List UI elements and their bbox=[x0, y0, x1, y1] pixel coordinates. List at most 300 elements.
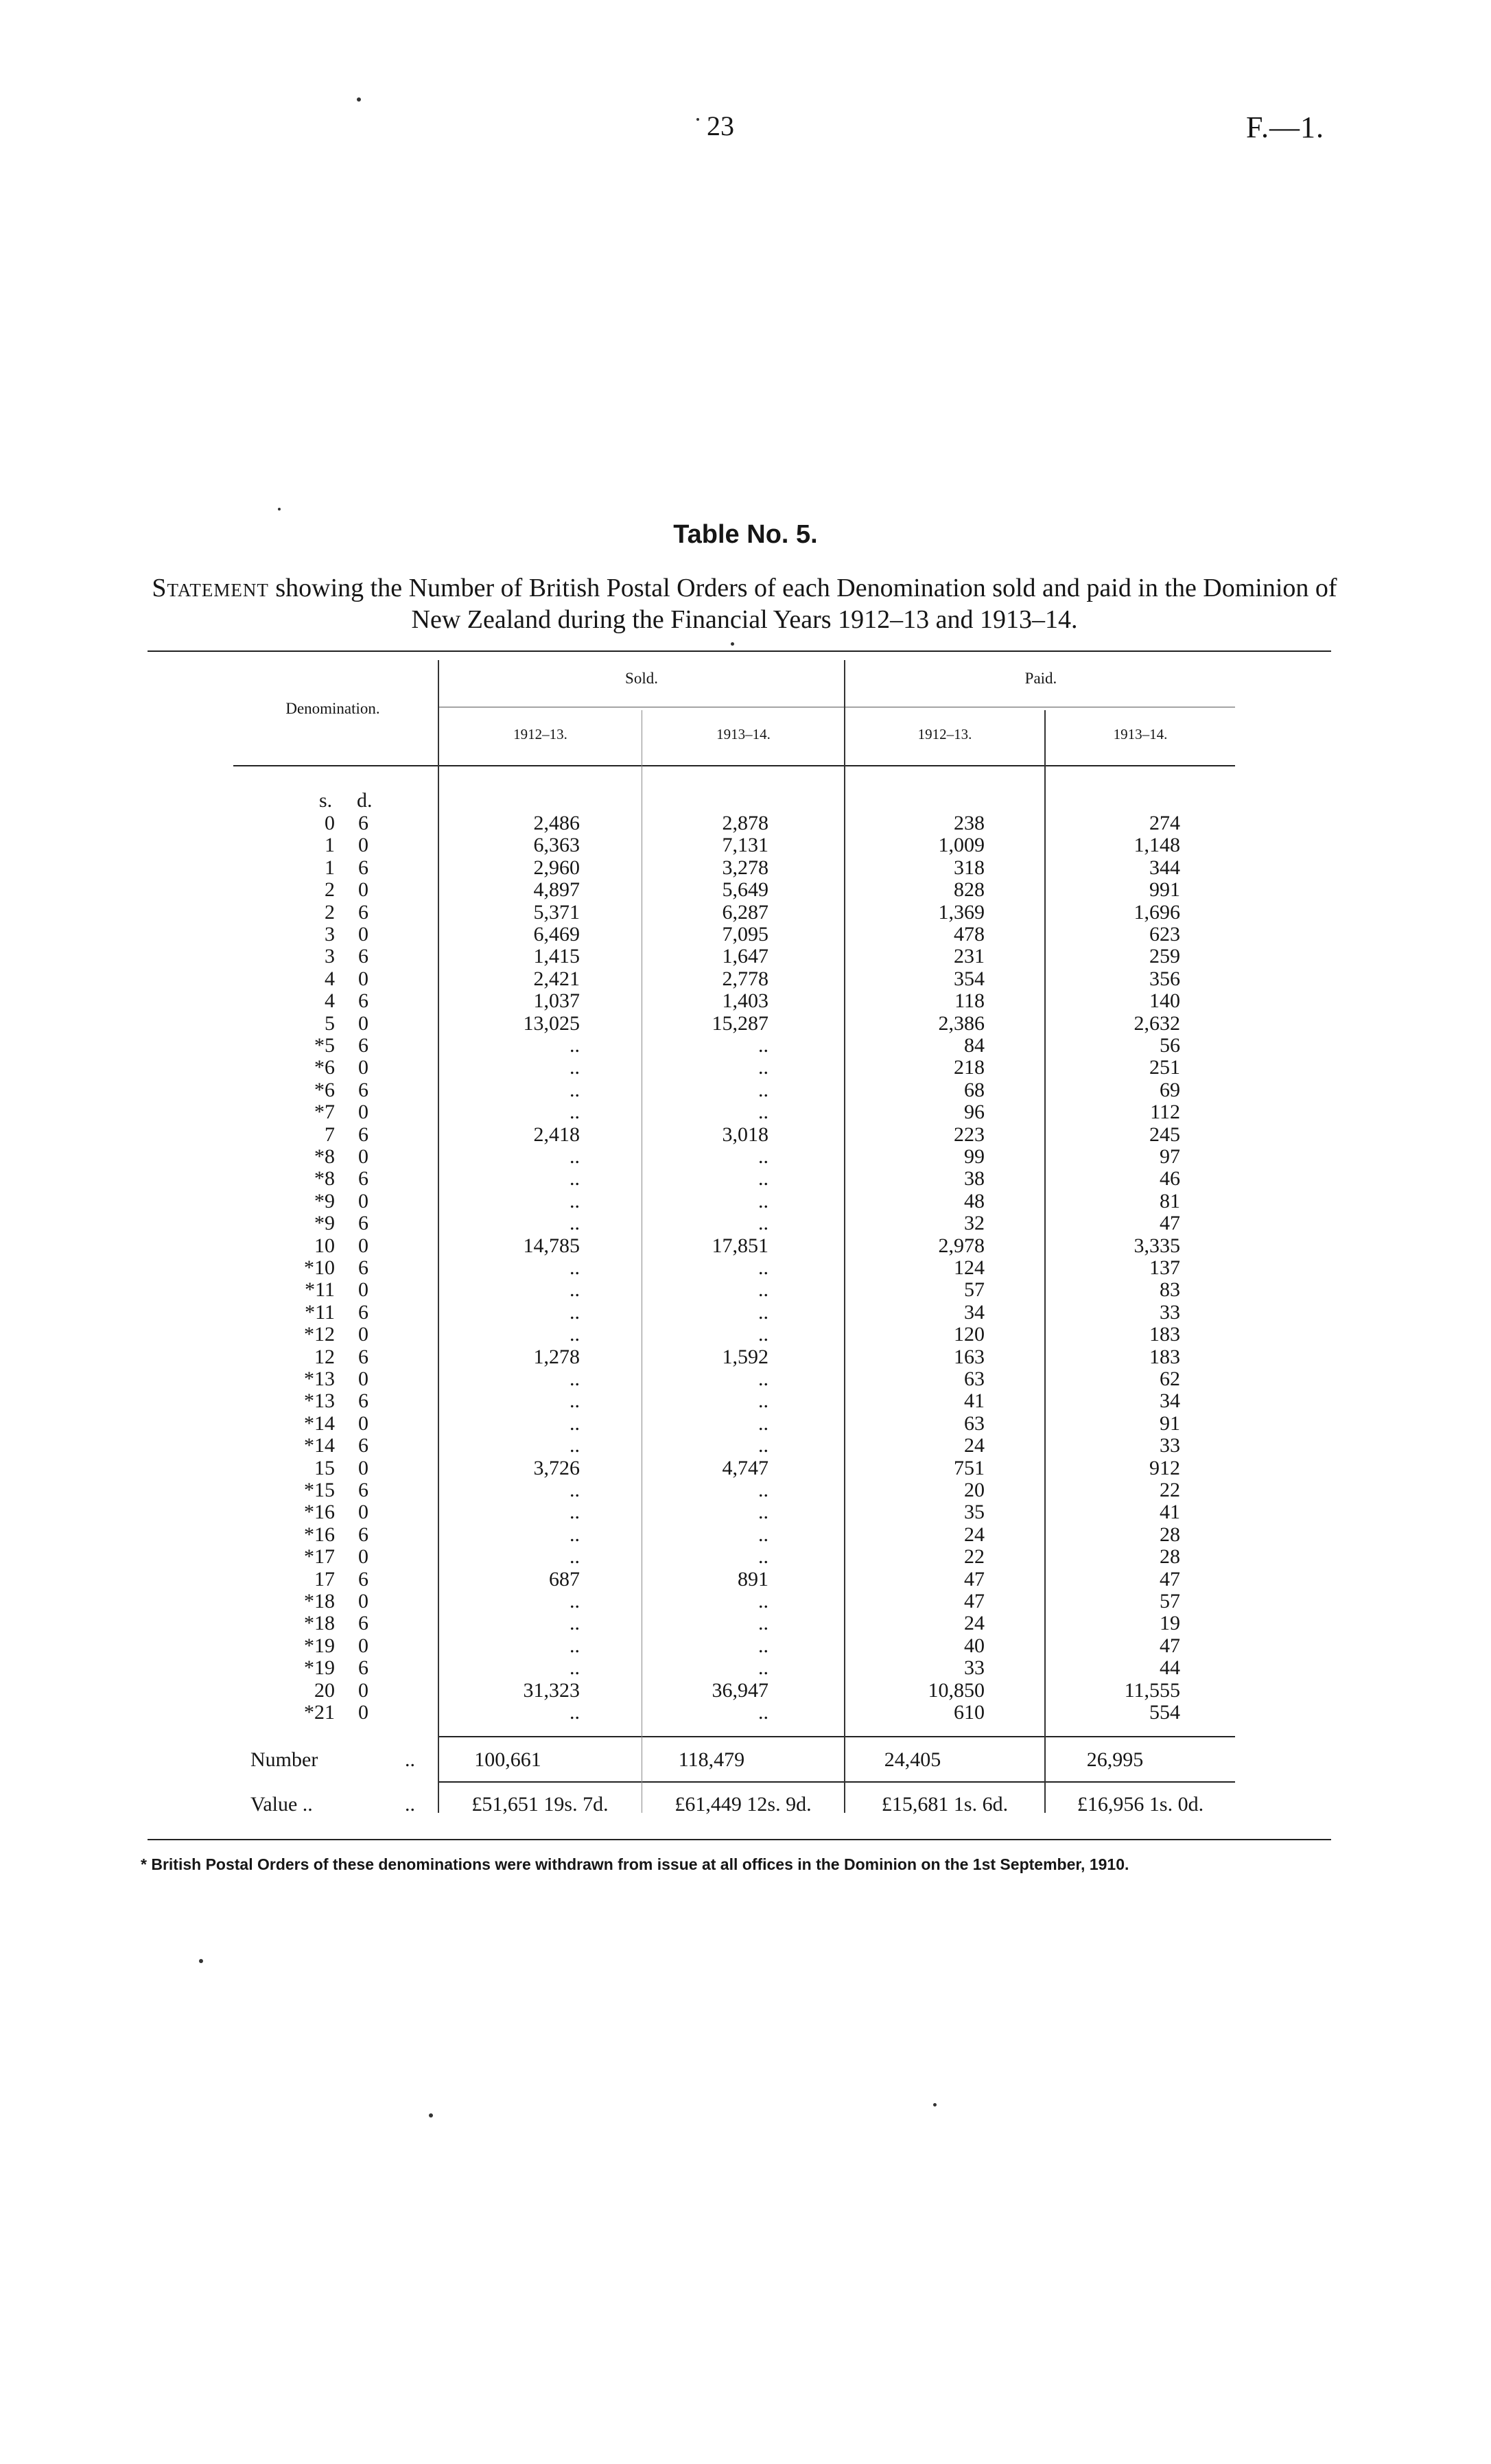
value-total-row bbox=[233, 1791, 1235, 1818]
paid-1912-value: 10,850 bbox=[928, 1678, 985, 1702]
sold-1913-value: 1,592 bbox=[722, 1345, 768, 1368]
paid-1913-value: 44 bbox=[1160, 1656, 1180, 1680]
paid-1912-value: 32 bbox=[964, 1212, 985, 1235]
sold-1913-value: .. bbox=[758, 1479, 768, 1501]
paid-1912-value: 34 bbox=[964, 1300, 985, 1324]
paid-1912-value: 751 bbox=[954, 1456, 985, 1479]
shillings-value: *19 bbox=[304, 1656, 335, 1680]
paid-1913-value: 47 bbox=[1160, 1634, 1180, 1657]
sold-1913-value: 3,278 bbox=[722, 856, 768, 879]
shillings-value: 4 bbox=[325, 967, 335, 990]
sold-1912-value: .. bbox=[570, 1167, 580, 1190]
sold-1913-value: .. bbox=[758, 1368, 768, 1390]
paid-1912-value: 40 bbox=[964, 1634, 985, 1657]
paid-1913-header: 1913–14. bbox=[1113, 726, 1168, 742]
paid-1913-value: 623 bbox=[1149, 923, 1180, 946]
table-row bbox=[233, 1034, 1235, 1057]
paid-1912-value: 2,386 bbox=[938, 1011, 985, 1035]
shillings-value: *19 bbox=[304, 1634, 335, 1657]
pence-value: 6 bbox=[358, 1300, 368, 1324]
paid-1912-value: 828 bbox=[954, 878, 985, 902]
paid-1913-value: 112 bbox=[1150, 1101, 1180, 1124]
paid-1912-value: 163 bbox=[954, 1345, 985, 1368]
pence-value: 0 bbox=[358, 834, 368, 857]
sold-1913-value: 5,649 bbox=[722, 878, 768, 902]
value-sold-1912: £51,651 19s. 7d. bbox=[471, 1793, 609, 1816]
sold-1913-value: 15,287 bbox=[712, 1011, 768, 1035]
shillings-value: *6 bbox=[314, 1056, 335, 1079]
scan-speck bbox=[933, 2103, 937, 2107]
pence-value: 0 bbox=[358, 1145, 368, 1168]
paid-1913-value: 28 bbox=[1160, 1523, 1180, 1546]
table-row bbox=[233, 834, 1235, 856]
total-sold-1913: 118,479 bbox=[678, 1748, 745, 1771]
shillings-value: *6 bbox=[314, 1078, 335, 1101]
sold-1912-value: 1,415 bbox=[533, 945, 580, 968]
paid-1912-value: 68 bbox=[964, 1078, 985, 1101]
paid-1912-value: 41 bbox=[964, 1389, 985, 1413]
table-row bbox=[233, 1368, 1235, 1390]
sold-1912-value: .. bbox=[570, 1411, 580, 1435]
pence-value: 0 bbox=[358, 1011, 368, 1035]
shillings-value: *12 bbox=[304, 1323, 335, 1346]
table-bottom-rule bbox=[148, 1839, 1331, 1840]
pence-value: 6 bbox=[358, 1034, 368, 1057]
shillings-value: 3 bbox=[325, 923, 335, 946]
header-bottom-rule bbox=[233, 765, 1235, 766]
paid-1913-value: 259 bbox=[1149, 945, 1180, 968]
shillings-value: 2 bbox=[325, 878, 335, 902]
sold-1913-value: .. bbox=[758, 1411, 768, 1435]
scan-speck bbox=[429, 2113, 433, 2117]
sold-1912-value: .. bbox=[570, 1056, 580, 1079]
pence-value: 0 bbox=[358, 1101, 368, 1124]
paid-1912-header: 1912–13. bbox=[917, 726, 972, 742]
paid-1912-value: 96 bbox=[964, 1101, 985, 1124]
sold-1913-value: 3,018 bbox=[722, 1123, 768, 1146]
table-row bbox=[233, 1568, 1235, 1591]
sold-1913-value: .. bbox=[758, 1278, 768, 1302]
sold-1913-value: .. bbox=[758, 1078, 768, 1101]
shillings-value: *11 bbox=[305, 1300, 335, 1324]
shillings-value: *14 bbox=[304, 1434, 335, 1457]
shillings-value: *14 bbox=[304, 1411, 335, 1435]
denomination-header: Denomination. bbox=[285, 700, 380, 717]
sold-1913-value: .. bbox=[758, 1212, 768, 1235]
pence-value: 0 bbox=[358, 1701, 368, 1724]
sold-1912-value: .. bbox=[570, 1101, 580, 1124]
shillings-value: 5 bbox=[325, 1011, 335, 1035]
sold-1912-value: 6,469 bbox=[533, 923, 580, 946]
shillings-value: *21 bbox=[304, 1701, 335, 1724]
total-sold-1912: 100,661 bbox=[474, 1748, 541, 1771]
paid-1912-value: 24 bbox=[964, 1523, 985, 1546]
pence-value: 6 bbox=[358, 989, 368, 1013]
sold-1912-value: .. bbox=[570, 1479, 580, 1501]
shillings-value: *11 bbox=[305, 1278, 335, 1302]
pence-value: 0 bbox=[358, 1634, 368, 1657]
paid-1912-value: 223 bbox=[954, 1123, 985, 1146]
shillings-value: *16 bbox=[304, 1523, 335, 1546]
pence-value: 0 bbox=[358, 1678, 368, 1702]
paid-1913-value: 34 bbox=[1160, 1389, 1180, 1413]
sold-1913-value: .. bbox=[758, 1501, 768, 1524]
paid-1912-value: 120 bbox=[954, 1323, 985, 1346]
paid-1912-value: 218 bbox=[954, 1056, 985, 1079]
sold-1913-value: .. bbox=[758, 1590, 768, 1612]
value-label: Value .. bbox=[250, 1793, 313, 1816]
shillings-value: *7 bbox=[314, 1101, 335, 1124]
document-reference: F.—1. bbox=[1246, 110, 1324, 144]
sold-1913-value: .. bbox=[758, 1256, 768, 1279]
paid-1912-value: 24 bbox=[964, 1612, 985, 1635]
sold-1912-header: 1912–13. bbox=[513, 726, 567, 742]
shillings-value: *10 bbox=[304, 1256, 335, 1279]
pence-value: 0 bbox=[358, 1323, 368, 1346]
sold-1913-value: .. bbox=[758, 1545, 768, 1569]
shillings-value: *9 bbox=[314, 1189, 335, 1212]
table-row bbox=[233, 1123, 1235, 1146]
paid-1912-value: 38 bbox=[964, 1167, 985, 1190]
paid-1912-value: 24 bbox=[964, 1434, 985, 1457]
table-row bbox=[233, 1056, 1235, 1079]
shillings-value: *13 bbox=[304, 1389, 335, 1413]
shillings-value: 17 bbox=[314, 1567, 335, 1591]
value-label-dots: .. bbox=[405, 1793, 415, 1816]
paid-1913-value: 140 bbox=[1149, 989, 1180, 1013]
table-row bbox=[233, 1656, 1235, 1679]
paid-1912-value: 57 bbox=[964, 1278, 985, 1302]
shillings-value: *9 bbox=[314, 1212, 335, 1235]
sold-1912-value: .. bbox=[570, 1612, 580, 1635]
shillings-value: 20 bbox=[314, 1678, 335, 1702]
paid-1912-value: 22 bbox=[964, 1545, 985, 1569]
sold-1913-value: .. bbox=[758, 1434, 768, 1457]
table-row bbox=[233, 1523, 1235, 1546]
paid-1913-value: 344 bbox=[1149, 856, 1180, 879]
number-label-dots: .. bbox=[405, 1748, 415, 1771]
paid-1913-value: 81 bbox=[1160, 1189, 1180, 1212]
footnote: * British Postal Orders of these denominations were withdrawn from issue at all offices in the Dominion on the 1st September, 1910. bbox=[141, 1855, 1129, 1873]
number-label: Number bbox=[250, 1748, 318, 1771]
paid-header: Paid. bbox=[1024, 670, 1057, 687]
sold-1913-value: 2,778 bbox=[722, 967, 768, 990]
sold-1913-value: 2,878 bbox=[722, 812, 768, 834]
paid-1912-value: 478 bbox=[954, 923, 985, 946]
paid-1913-value: 46 bbox=[1160, 1167, 1180, 1190]
pence-value: 0 bbox=[358, 1056, 368, 1079]
table-row bbox=[233, 1590, 1235, 1612]
paid-1912-value: 35 bbox=[964, 1501, 985, 1524]
value-paid-1912: £15,681 1s. 6d. bbox=[881, 1793, 1009, 1816]
table-row bbox=[233, 1612, 1235, 1634]
caption-lead: Statement bbox=[152, 574, 269, 602]
sold-1913-value: .. bbox=[758, 1167, 768, 1190]
paid-1912-value: 238 bbox=[954, 812, 985, 834]
pence-value: 0 bbox=[358, 1411, 368, 1435]
pence-value: 6 bbox=[358, 1345, 368, 1368]
sold-1913-value: .. bbox=[758, 1300, 768, 1324]
scan-speck bbox=[696, 118, 699, 121]
shillings-value: 7 bbox=[325, 1123, 335, 1146]
sold-1913-value: 7,131 bbox=[722, 834, 768, 857]
pence-value: 6 bbox=[358, 1656, 368, 1680]
sold-1913-value: 1,647 bbox=[722, 945, 768, 968]
sold-1912-value: 5,371 bbox=[533, 900, 580, 924]
paid-1912-value: 354 bbox=[954, 967, 985, 990]
shillings-value: *13 bbox=[304, 1368, 335, 1390]
shillings-value: 1 bbox=[325, 834, 335, 857]
sold-1912-value: .. bbox=[570, 1501, 580, 1524]
sold-1913-value: .. bbox=[758, 1034, 768, 1057]
table-row bbox=[233, 1434, 1235, 1457]
shillings-value: 3 bbox=[325, 945, 335, 968]
value-paid-1913: £16,956 1s. 0d. bbox=[1077, 1793, 1204, 1816]
sold-1912-value: 1,037 bbox=[533, 989, 580, 1013]
paid-1912-value: 1,009 bbox=[938, 834, 985, 857]
sold-1912-value: 2,418 bbox=[533, 1123, 580, 1146]
paid-1912-value: 318 bbox=[954, 856, 985, 879]
sold-1912-value: .. bbox=[570, 1701, 580, 1724]
shillings-value: 15 bbox=[314, 1456, 335, 1479]
sold-1913-value: 6,287 bbox=[722, 900, 768, 924]
paid-1913-value: 1,148 bbox=[1134, 834, 1180, 857]
sold-1913-value: .. bbox=[758, 1701, 768, 1724]
pence-value: 0 bbox=[358, 1545, 368, 1569]
sold-1913-value: .. bbox=[758, 1389, 768, 1413]
table-row bbox=[233, 856, 1235, 879]
table-row bbox=[233, 1234, 1235, 1257]
paid-1912-value: 231 bbox=[954, 945, 985, 968]
paid-1913-value: 991 bbox=[1149, 878, 1180, 902]
sold-1912-value: 2,960 bbox=[533, 856, 580, 879]
number-bottom-rule bbox=[439, 1781, 1235, 1783]
paid-1913-value: 2,632 bbox=[1134, 1011, 1180, 1035]
sold-1912-value: .. bbox=[570, 1189, 580, 1212]
shillings-value: 10 bbox=[314, 1234, 335, 1257]
sold-1912-value: 3,726 bbox=[533, 1456, 580, 1479]
pence-value: 6 bbox=[358, 856, 368, 879]
paid-1913-value: 91 bbox=[1160, 1411, 1180, 1435]
shillings-value: *8 bbox=[314, 1145, 335, 1168]
sold-1912-value: .. bbox=[570, 1368, 580, 1390]
table-row bbox=[233, 878, 1235, 901]
sold-1913-value: .. bbox=[758, 1523, 768, 1546]
paid-1912-value: 84 bbox=[964, 1034, 985, 1057]
table-row bbox=[233, 1212, 1235, 1234]
shillings-value: 12 bbox=[314, 1345, 335, 1368]
paid-1912-value: 63 bbox=[964, 1411, 985, 1435]
scan-speck bbox=[731, 642, 734, 646]
paid-1913-value: 33 bbox=[1160, 1300, 1180, 1324]
shillings-value: *15 bbox=[304, 1479, 335, 1501]
table-row bbox=[233, 923, 1235, 946]
pence-value: 0 bbox=[358, 1456, 368, 1479]
sold-1913-value: .. bbox=[758, 1612, 768, 1635]
caption-text: showing the Number of British Postal Orders of each Denomination sold and paid in the Dominion of New Zealand during the Financial Years 1912–13 and 1913–14. bbox=[275, 574, 1337, 634]
table-title: Table No. 5. bbox=[673, 520, 818, 549]
pence-value: 0 bbox=[358, 1189, 368, 1212]
page-number: 23 bbox=[707, 110, 734, 141]
table-top-rule bbox=[148, 650, 1331, 652]
sold-1913-header: 1913–14. bbox=[716, 726, 771, 742]
sold-1913-value: 17,851 bbox=[712, 1234, 768, 1257]
table-row bbox=[233, 1412, 1235, 1435]
table-row bbox=[233, 967, 1235, 990]
sold-1912-value: 687 bbox=[549, 1567, 580, 1591]
pence-value: 6 bbox=[358, 1167, 368, 1190]
sold-1913-value: 1,403 bbox=[722, 989, 768, 1013]
table-row bbox=[233, 1457, 1235, 1479]
pence-value: 0 bbox=[358, 967, 368, 990]
table-row bbox=[233, 945, 1235, 967]
sold-1913-value: .. bbox=[758, 1145, 768, 1168]
pence-value: 6 bbox=[358, 945, 368, 968]
pence-value: 6 bbox=[358, 1256, 368, 1279]
sold-1912-value: .. bbox=[570, 1145, 580, 1168]
table-row bbox=[233, 1545, 1235, 1568]
pence-value: 6 bbox=[358, 1567, 368, 1591]
table-row bbox=[233, 1634, 1235, 1657]
table-row bbox=[233, 1301, 1235, 1324]
table-row bbox=[233, 1479, 1235, 1501]
sold-1912-value: .. bbox=[570, 1656, 580, 1680]
pence-value: 6 bbox=[358, 1389, 368, 1413]
sold-1913-value: .. bbox=[758, 1634, 768, 1657]
shillings-value: *17 bbox=[304, 1545, 335, 1569]
paid-1913-value: 183 bbox=[1149, 1345, 1180, 1368]
sold-1912-value: 14,785 bbox=[523, 1234, 580, 1257]
pence-value: 0 bbox=[358, 1501, 368, 1524]
pence-value: 6 bbox=[358, 1479, 368, 1501]
paid-1912-value: 2,978 bbox=[938, 1234, 985, 1257]
sold-1912-value: 6,363 bbox=[533, 834, 580, 857]
paid-1913-value: 33 bbox=[1160, 1434, 1180, 1457]
pence-value: 0 bbox=[358, 923, 368, 946]
sold-1913-value: .. bbox=[758, 1189, 768, 1212]
paid-1912-value: 118 bbox=[954, 989, 985, 1013]
table-row bbox=[233, 989, 1235, 1012]
sold-1913-value: 36,947 bbox=[712, 1678, 768, 1702]
paid-1912-value: 47 bbox=[964, 1590, 985, 1612]
paid-1912-value: 33 bbox=[964, 1656, 985, 1680]
shillings-value: 2 bbox=[325, 900, 335, 924]
paid-1913-value: 3,335 bbox=[1134, 1234, 1180, 1257]
paid-1913-value: 41 bbox=[1160, 1501, 1180, 1524]
paid-1913-value: 69 bbox=[1160, 1078, 1180, 1101]
paid-1913-value: 47 bbox=[1160, 1212, 1180, 1235]
pence-value: 0 bbox=[358, 1278, 368, 1302]
table-row bbox=[233, 1323, 1235, 1346]
table-row bbox=[233, 1346, 1235, 1368]
paid-1913-value: 554 bbox=[1149, 1701, 1180, 1724]
paid-1913-value: 22 bbox=[1160, 1479, 1180, 1501]
sold-1913-value: .. bbox=[758, 1323, 768, 1346]
sold-1913-value: .. bbox=[758, 1101, 768, 1124]
sold-1912-value: .. bbox=[570, 1212, 580, 1235]
paid-1913-value: 47 bbox=[1160, 1567, 1180, 1591]
paid-1912-value: 1,369 bbox=[938, 900, 985, 924]
sold-1912-value: 1,278 bbox=[533, 1345, 580, 1368]
pence-value: 6 bbox=[358, 1123, 368, 1146]
paid-1913-value: 97 bbox=[1160, 1145, 1180, 1168]
sold-1912-value: .. bbox=[570, 1323, 580, 1346]
table-row bbox=[233, 1101, 1235, 1123]
paid-1913-value: 137 bbox=[1149, 1256, 1180, 1279]
value-sold-1913: £61,449 12s. 9d. bbox=[674, 1793, 812, 1816]
shillings-value: 4 bbox=[325, 989, 335, 1013]
table-row bbox=[233, 1256, 1235, 1279]
sold-1912-value: .. bbox=[570, 1634, 580, 1657]
table-row bbox=[233, 1079, 1235, 1101]
paid-1913-value: 245 bbox=[1149, 1123, 1180, 1146]
total-paid-1912: 24,405 bbox=[884, 1748, 941, 1771]
sold-1912-value: .. bbox=[570, 1545, 580, 1569]
pence-value: 0 bbox=[358, 1590, 368, 1612]
sold-1912-value: .. bbox=[570, 1590, 580, 1612]
paid-1913-value: 274 bbox=[1149, 812, 1180, 834]
paid-1912-value: 63 bbox=[964, 1368, 985, 1390]
sold-1912-value: 4,897 bbox=[533, 878, 580, 902]
sold-1913-value: .. bbox=[758, 1056, 768, 1079]
paid-1912-value: 124 bbox=[954, 1256, 985, 1279]
table-row bbox=[233, 1145, 1235, 1168]
pence-value: 6 bbox=[358, 812, 368, 834]
table-row bbox=[233, 1278, 1235, 1301]
sold-1913-value: 4,747 bbox=[722, 1456, 768, 1479]
pence-value: 6 bbox=[358, 1078, 368, 1101]
pence-value: 6 bbox=[358, 1434, 368, 1457]
pence-value: 0 bbox=[358, 1368, 368, 1390]
paid-1913-value: 912 bbox=[1149, 1456, 1180, 1479]
table-row bbox=[233, 1389, 1235, 1412]
sold-1913-value: 7,095 bbox=[722, 923, 768, 946]
sold-1912-value: .. bbox=[570, 1278, 580, 1302]
shillings-value: *5 bbox=[314, 1034, 335, 1057]
sold-1912-value: .. bbox=[570, 1300, 580, 1324]
paid-1913-value: 83 bbox=[1160, 1278, 1180, 1302]
shillings-value: 0 bbox=[325, 812, 335, 834]
pence-value: 0 bbox=[358, 1234, 368, 1257]
table-row bbox=[233, 1701, 1235, 1724]
paid-1912-value: 48 bbox=[964, 1189, 985, 1212]
table-row bbox=[233, 812, 1235, 834]
paid-1913-value: 251 bbox=[1149, 1056, 1180, 1079]
paid-1913-value: 1,696 bbox=[1134, 900, 1180, 924]
sold-1913-value: 891 bbox=[738, 1567, 768, 1591]
pence-value: 6 bbox=[358, 1212, 368, 1235]
total-paid-1913: 26,995 bbox=[1086, 1748, 1144, 1771]
paid-1913-value: 356 bbox=[1149, 967, 1180, 990]
pence-value: 6 bbox=[358, 1612, 368, 1635]
paid-1913-value: 183 bbox=[1149, 1323, 1180, 1346]
pence-value: 6 bbox=[358, 900, 368, 924]
sold-1912-value: 2,421 bbox=[533, 967, 580, 990]
sold-1912-value: 2,486 bbox=[533, 812, 580, 834]
table-caption bbox=[141, 572, 1348, 635]
sold-1912-value: 13,025 bbox=[523, 1011, 580, 1035]
paid-1913-value: 62 bbox=[1160, 1368, 1180, 1390]
sold-1912-value: .. bbox=[570, 1389, 580, 1413]
units-pence: d. bbox=[357, 789, 373, 812]
paid-1913-value: 56 bbox=[1160, 1034, 1180, 1057]
pence-value: 0 bbox=[358, 878, 368, 902]
shillings-value: *16 bbox=[304, 1501, 335, 1524]
paid-1913-value: 11,555 bbox=[1124, 1678, 1180, 1702]
paid-1912-value: 47 bbox=[964, 1567, 985, 1591]
sold-1912-value: .. bbox=[570, 1434, 580, 1457]
shillings-value: 1 bbox=[325, 856, 335, 879]
